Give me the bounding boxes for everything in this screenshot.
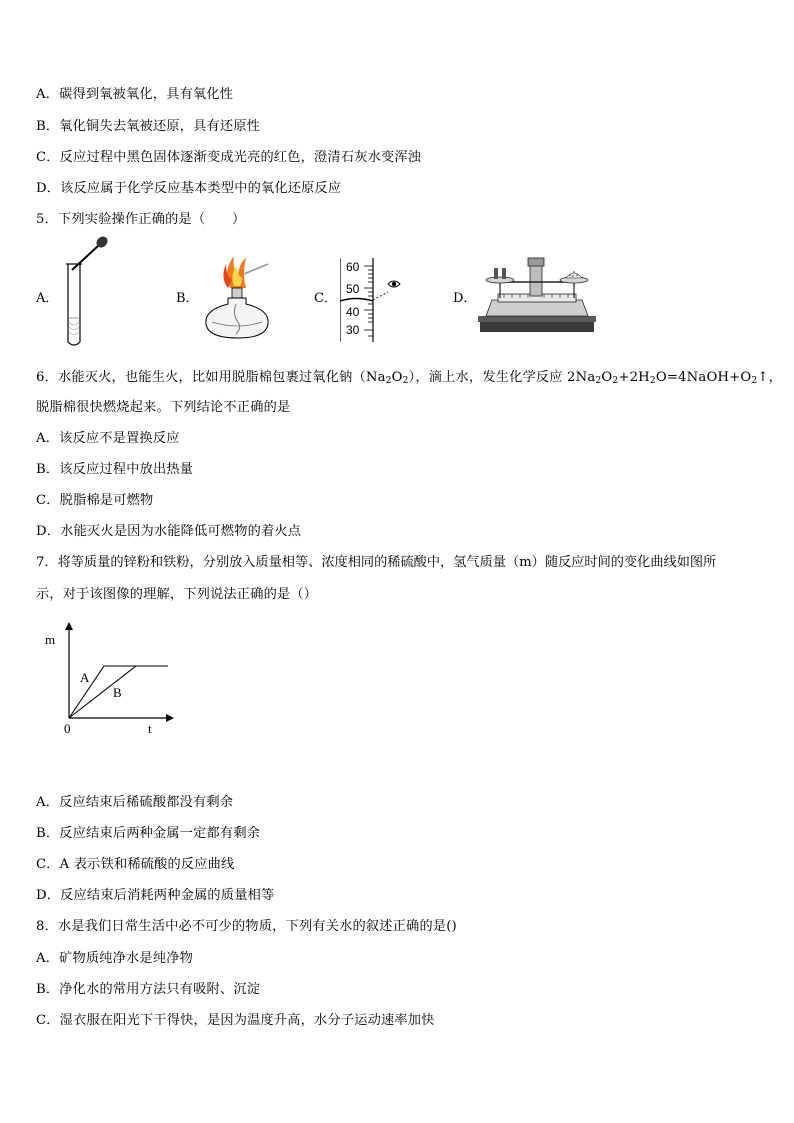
q7-option-d: D．反应结束后消耗两种金属的质量相等	[36, 888, 275, 903]
curve-a-label: A	[80, 670, 90, 685]
graph-y-label: m	[45, 632, 56, 647]
test-tube-dropper-figure	[60, 232, 120, 350]
q5-label-d: D．	[453, 291, 477, 306]
cylinder-tick-50: 50	[346, 282, 360, 296]
hydrogen-mass-graph	[40, 620, 190, 740]
q6-option-b: B．该反应过程中放出热量	[36, 462, 194, 477]
q6-option-d: D．水能灭火是因为水能降低可燃物的着火点	[36, 524, 302, 539]
q8-option-b: B．净化水的常用方法只有吸附、沉淀	[36, 982, 261, 997]
graph-x-label: t	[148, 721, 152, 736]
curve-b-label: B	[113, 685, 122, 700]
q7-option-b: B．反应结束后两种金属一定都有剩余	[36, 826, 261, 841]
q5-stem: 5．下列实验操作正确的是（ ）	[36, 212, 246, 227]
graduated-cylinder-figure	[340, 258, 420, 342]
alcohol-lamp-figure	[198, 252, 278, 342]
cylinder-tick-30: 30	[346, 323, 360, 337]
q6-option-a: A．该反应不是置换反应	[36, 431, 180, 446]
q6-stem-line2: 脱脂棉很快燃烧起来。下列结论不正确的是	[36, 400, 291, 415]
cylinder-tick-40: 40	[346, 305, 360, 319]
q6-option-c: C．脱脂棉是可燃物	[36, 493, 154, 508]
q8-option-c: C．湿衣服在阳光下干得快，是因为温度升高，水分子运动速率加快	[36, 1013, 435, 1028]
q5-label-c: C．	[314, 291, 337, 306]
q8-stem: 8．水是我们日常生活中必不可少的物质，下列有关水的叙述正确的是()	[36, 919, 457, 934]
graph-origin-label: 0	[64, 721, 71, 736]
q4-option-c: C．反应过程中黑色固体逐渐变成光亮的红色，澄清石灰水变浑浊	[36, 150, 422, 165]
q6-stem-line1: 6．水能灭火，也能生火，比如用脱脂棉包裹过氧化钠$(Na_2O_2)$，滴上水，发生化学反应 $2Na_2O_2+2H_2O=4NaOH+O_2↑$，	[36, 370, 783, 386]
q7-option-c: C．A 表示铁和稀硫酸的反应曲线	[36, 857, 235, 872]
q5-label-b: B．	[176, 291, 199, 306]
q7-stem-line2: 示，对于该图像的理解，下列说法正确的是（）	[36, 587, 318, 602]
q8-option-a: A．矿物质纯净水是纯净物	[36, 951, 193, 966]
balance-scale-figure	[478, 256, 598, 336]
q4-option-d: D．该反应属于化学反应基本类型中的氧化还原反应	[36, 181, 342, 196]
q4-option-b: B．氧化铜失去氧被还原，具有还原性	[36, 119, 261, 134]
cylinder-tick-60: 60	[346, 260, 360, 274]
q7-option-a: A．反应结束后稀硫酸都没有剩余	[36, 795, 234, 810]
q7-stem-line1: 7．将等质量的锌粉和铁粉，分别放入质量相等、浓度相同的稀硫酸中，氢气质量（m）随反应时间的变化曲线如图所	[36, 555, 717, 570]
q4-option-a: A．碳得到氧被氧化，具有氧化性	[36, 87, 234, 102]
q5-label-a: A．	[36, 291, 59, 306]
